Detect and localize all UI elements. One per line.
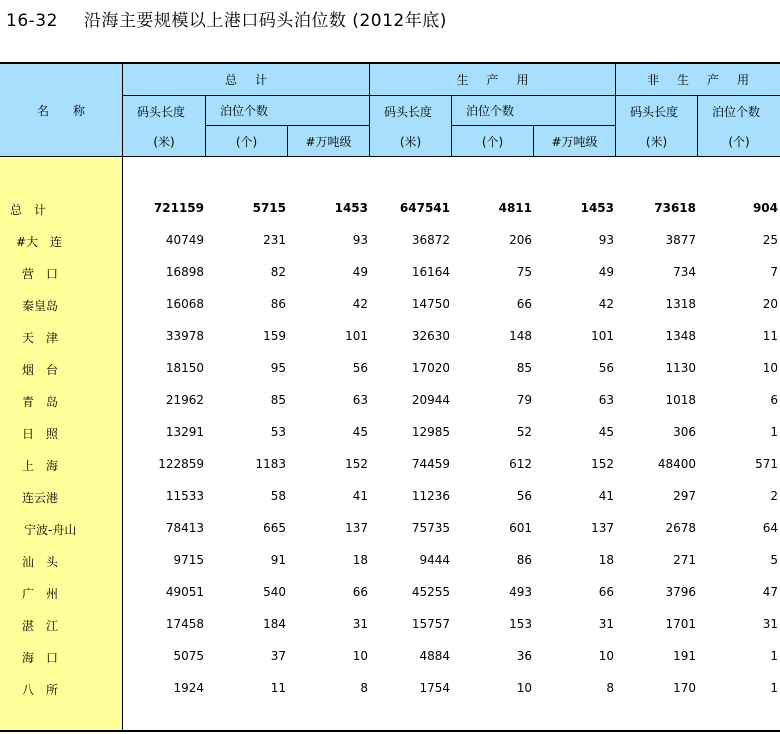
- cell-total-len: 49051: [165, 585, 204, 599]
- cell-non-len: 1348: [665, 329, 696, 343]
- cell-prod-berths: 153: [509, 617, 532, 631]
- row-name: 连云港: [22, 491, 59, 505]
- cell-total-wan: 1453: [334, 201, 368, 215]
- row-name: 总 计: [10, 203, 47, 217]
- cell-prod-berths: 36: [516, 649, 532, 663]
- table-number: 16-32: [6, 11, 58, 31]
- cell-total-wan: 101: [345, 329, 368, 343]
- cell-total-wan: 31: [352, 617, 368, 631]
- row-name: 上 海: [22, 459, 59, 473]
- cell-total-len: 16068: [165, 297, 204, 311]
- cell-total-len: 13291: [165, 425, 204, 439]
- cell-prod-len: 1754: [419, 681, 450, 695]
- table-row: [0, 614, 780, 634]
- cell-prod-berths: 52: [516, 425, 532, 439]
- cell-prod-len: 45255: [411, 585, 450, 599]
- cell-prod-wan: 1453: [580, 201, 614, 215]
- cell-total-wan: 152: [345, 457, 368, 471]
- cell-total-berths: 159: [263, 329, 286, 343]
- cell-non-len: 191: [673, 649, 696, 663]
- cell-non-len: 1130: [665, 361, 696, 375]
- cell-prod-berths: 56: [516, 489, 532, 503]
- cell-total-berths: 231: [263, 233, 286, 247]
- table-row: [0, 262, 780, 282]
- cell-prod-berths: 79: [516, 393, 532, 407]
- cell-total-wan: 137: [345, 521, 368, 535]
- cell-total-wan: 8: [360, 681, 368, 695]
- cell-non-berths: 5: [770, 553, 778, 567]
- cell-non-len: 2678: [665, 521, 696, 535]
- table-row: [0, 486, 780, 506]
- table-row: [0, 390, 780, 410]
- cell-prod-wan: 49: [598, 265, 614, 279]
- cell-non-berths: 31: [762, 617, 778, 631]
- header-non-berths-unit: (个): [698, 126, 780, 157]
- cell-total-len: 11533: [165, 489, 204, 503]
- cell-total-len: 16898: [165, 265, 204, 279]
- cell-prod-len: 36872: [411, 233, 450, 247]
- cell-total-len: 40749: [165, 233, 204, 247]
- cell-total-wan: 42: [352, 297, 368, 311]
- bottom-rule: [0, 730, 780, 732]
- header-non-length: 码头长度: [616, 96, 698, 126]
- cell-total-wan: 45: [352, 425, 368, 439]
- cell-non-berths: 20: [762, 297, 778, 311]
- cell-non-berths: 10: [762, 361, 778, 375]
- cell-prod-len: 74459: [411, 457, 450, 471]
- header-total-length-unit: (米): [123, 126, 206, 157]
- cell-prod-len: 15757: [411, 617, 450, 631]
- cell-non-len: 48400: [657, 457, 696, 471]
- cell-prod-len: 17020: [411, 361, 450, 375]
- cell-prod-wan: 152: [591, 457, 614, 471]
- cell-prod-len: 32630: [411, 329, 450, 343]
- cell-non-len: 73618: [654, 201, 696, 215]
- cell-prod-berths: 601: [509, 521, 532, 535]
- cell-prod-len: 4884: [419, 649, 450, 663]
- table-row: [0, 678, 780, 698]
- row-name: 秦皇岛: [22, 299, 59, 313]
- cell-prod-len: 14750: [411, 297, 450, 311]
- cell-prod-wan: 41: [598, 489, 614, 503]
- cell-total-wan: 66: [352, 585, 368, 599]
- cell-total-wan: 63: [352, 393, 368, 407]
- cell-total-berths: 665: [263, 521, 286, 535]
- table-row: [0, 422, 780, 442]
- cell-prod-wan: 93: [598, 233, 614, 247]
- cell-prod-berths: 66: [516, 297, 532, 311]
- cell-prod-wan: 56: [598, 361, 614, 375]
- cell-total-len: 33978: [165, 329, 204, 343]
- cell-total-berths: 82: [270, 265, 286, 279]
- cell-prod-wan: 66: [598, 585, 614, 599]
- cell-total-berths: 86: [270, 297, 286, 311]
- header-prod-berths: 泊位个数: [452, 96, 616, 126]
- header-total-length: 码头长度: [123, 96, 206, 126]
- row-name: 营 口: [22, 267, 59, 281]
- cell-prod-len: 9444: [419, 553, 450, 567]
- table-row: [0, 294, 780, 314]
- header-group-total: 总计: [123, 64, 370, 96]
- cell-total-len: 17458: [165, 617, 204, 631]
- cell-non-len: 734: [673, 265, 696, 279]
- row-name: 汕 头: [22, 555, 59, 569]
- cell-non-len: 1018: [665, 393, 696, 407]
- cell-total-len: 78413: [165, 521, 204, 535]
- cell-total-berths: 95: [270, 361, 286, 375]
- cell-total-berths: 85: [270, 393, 286, 407]
- cell-prod-len: 75735: [411, 521, 450, 535]
- cell-prod-wan: 42: [598, 297, 614, 311]
- cell-total-berths: 58: [270, 489, 286, 503]
- cell-non-len: 1318: [665, 297, 696, 311]
- table-row: [0, 582, 780, 602]
- cell-non-berths: 25: [762, 233, 778, 247]
- cell-non-berths: 1: [770, 649, 778, 663]
- cell-prod-berths: 612: [509, 457, 532, 471]
- header-prod-berths-unit: (个): [452, 126, 534, 157]
- row-name: 烟 台: [22, 363, 59, 377]
- cell-prod-berths: 4811: [498, 201, 532, 215]
- cell-non-len: 3796: [665, 585, 696, 599]
- header-non-length-unit: (米): [616, 126, 698, 157]
- header-prod-length-unit: (米): [370, 126, 452, 157]
- cell-non-berths: 6: [770, 393, 778, 407]
- cell-total-wan: 56: [352, 361, 368, 375]
- table-row: [0, 326, 780, 346]
- row-name: 广 州: [22, 587, 59, 601]
- row-name: 日 照: [22, 427, 59, 441]
- cell-total-berths: 5715: [252, 201, 286, 215]
- cell-total-berths: 184: [263, 617, 286, 631]
- table-row: [0, 358, 780, 378]
- cell-prod-len: 16164: [411, 265, 450, 279]
- cell-prod-wan: 18: [598, 553, 614, 567]
- cell-total-len: 122859: [158, 457, 204, 471]
- header-group-production: 生产用: [370, 64, 616, 96]
- cell-prod-berths: 10: [516, 681, 532, 695]
- cell-non-len: 297: [673, 489, 696, 503]
- table-row: [0, 518, 780, 538]
- cell-prod-wan: 137: [591, 521, 614, 535]
- cell-prod-len: 11236: [411, 489, 450, 503]
- cell-prod-berths: 85: [516, 361, 532, 375]
- table-row: [0, 646, 780, 666]
- cell-non-berths: 64: [762, 521, 778, 535]
- cell-total-wan: 41: [352, 489, 368, 503]
- cell-prod-berths: 75: [516, 265, 532, 279]
- cell-non-berths: 1: [770, 681, 778, 695]
- header-non-berths: 泊位个数: [698, 96, 780, 126]
- cell-prod-len: 20944: [411, 393, 450, 407]
- cell-total-berths: 53: [270, 425, 286, 439]
- cell-non-berths: 904: [752, 201, 778, 215]
- cell-prod-berths: 206: [509, 233, 532, 247]
- cell-prod-wan: 101: [591, 329, 614, 343]
- cell-non-len: 1701: [665, 617, 696, 631]
- header-prod-wanton: #万吨级: [534, 126, 616, 157]
- cell-total-len: 721159: [153, 201, 204, 215]
- header-total-wanton: #万吨级: [288, 126, 370, 157]
- cell-non-berths: 47: [762, 585, 778, 599]
- cell-total-berths: 540: [263, 585, 286, 599]
- cell-non-berths: 7: [770, 265, 778, 279]
- table-title: 沿海主要规模以上港口码头泊位数 (2012年底): [83, 11, 447, 31]
- cell-total-len: 21962: [165, 393, 204, 407]
- cell-prod-len: 647541: [399, 201, 450, 215]
- table-row: [0, 550, 780, 570]
- cell-total-berths: 11: [270, 681, 286, 695]
- data-table: [0, 62, 780, 732]
- cell-total-wan: 18: [352, 553, 368, 567]
- cell-prod-berths: 148: [509, 329, 532, 343]
- row-name: 八 所: [22, 683, 59, 697]
- header-name: 名称: [0, 64, 123, 157]
- cell-non-len: 170: [673, 681, 696, 695]
- table-row-total: [0, 198, 780, 218]
- row-name: #大 连: [16, 235, 63, 249]
- cell-non-berths: 571: [755, 457, 778, 471]
- header-prod-length: 码头长度: [370, 96, 452, 126]
- cell-total-wan: 10: [352, 649, 368, 663]
- table-row: [0, 230, 780, 250]
- cell-prod-berths: 493: [509, 585, 532, 599]
- cell-prod-berths: 86: [516, 553, 532, 567]
- cell-total-berths: 37: [270, 649, 286, 663]
- row-name: 宁波-舟山: [24, 523, 77, 537]
- header-total-berths-unit: (个): [206, 126, 288, 157]
- cell-prod-wan: 8: [606, 681, 614, 695]
- top-rule: [0, 62, 780, 64]
- cell-prod-wan: 10: [598, 649, 614, 663]
- cell-total-len: 5075: [173, 649, 204, 663]
- cell-total-len: 9715: [173, 553, 204, 567]
- row-name: 天 津: [22, 331, 59, 345]
- table-row: [0, 454, 780, 474]
- cell-prod-len: 12985: [411, 425, 450, 439]
- cell-prod-wan: 45: [598, 425, 614, 439]
- cell-non-berths: 1: [770, 425, 778, 439]
- cell-total-len: 1924: [173, 681, 204, 695]
- row-name: 海 口: [22, 651, 59, 665]
- cell-total-berths: 91: [270, 553, 286, 567]
- cell-prod-wan: 31: [598, 617, 614, 631]
- cell-total-berths: 1183: [255, 457, 286, 471]
- cell-non-berths: 11: [762, 329, 778, 343]
- cell-non-berths: 2: [770, 489, 778, 503]
- row-name: 湛 江: [22, 619, 59, 633]
- row-name: 青 岛: [22, 395, 59, 409]
- header-total-berths: 泊位个数: [206, 96, 370, 126]
- page-title: [6, 6, 447, 31]
- cell-total-wan: 49: [352, 265, 368, 279]
- cell-total-wan: 93: [352, 233, 368, 247]
- header-group-nonproduction: 非生产用: [616, 64, 780, 96]
- cell-non-len: 306: [673, 425, 696, 439]
- cell-total-len: 18150: [165, 361, 204, 375]
- cell-prod-wan: 63: [598, 393, 614, 407]
- cell-non-len: 271: [673, 553, 696, 567]
- cell-non-len: 3877: [665, 233, 696, 247]
